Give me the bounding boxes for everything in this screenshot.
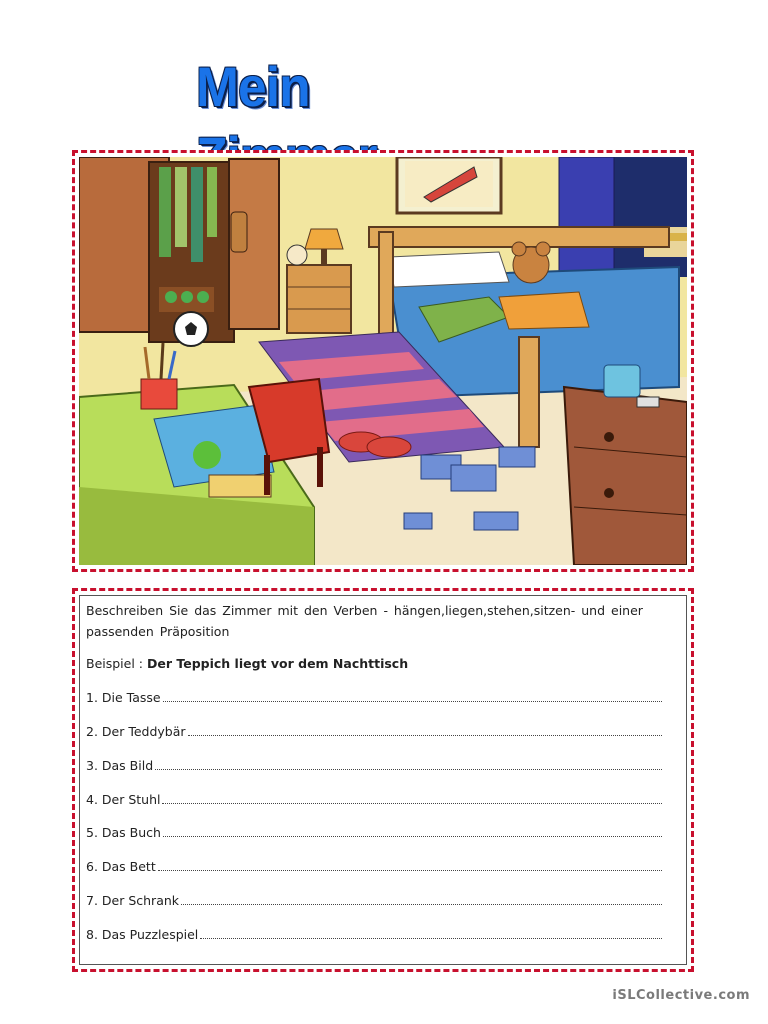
footer-watermark: iSLCollective.com bbox=[612, 988, 750, 1003]
instructions-text: Beschreiben Sie das Zimmer mit den Verben - hängen,liegen,stehen,sitzen- und einer passenden Präposition bbox=[86, 603, 643, 639]
answer-line[interactable] bbox=[188, 725, 662, 736]
exercise-frame bbox=[72, 588, 694, 972]
answer-line[interactable] bbox=[163, 826, 662, 837]
nightstand bbox=[287, 229, 351, 333]
example-line bbox=[86, 656, 408, 671]
example-sentence: Der Teppich liegt vor dem Nachttisch bbox=[147, 656, 409, 671]
wardrobe bbox=[79, 157, 279, 342]
exercise-item-1[interactable]: 1. Die Tasse bbox=[86, 690, 662, 705]
answer-line[interactable] bbox=[200, 928, 662, 939]
answer-line[interactable] bbox=[162, 793, 662, 804]
exercise-item-4[interactable]: 4. Der Stuhl bbox=[86, 792, 662, 807]
illustration-frame bbox=[72, 150, 694, 572]
worksheet-title: Mein bbox=[196, 55, 310, 118]
example-label: Beispiel : bbox=[86, 656, 144, 671]
exercise-item-2[interactable]: 2. Der Teddybär bbox=[86, 724, 662, 739]
bedroom-illustration bbox=[79, 157, 687, 565]
wall-picture bbox=[397, 157, 501, 213]
exercise-item-8[interactable]: 8. Das Puzzlespiel bbox=[86, 927, 662, 942]
exercise-item-7[interactable]: 7. Der Schrank bbox=[86, 893, 662, 908]
answer-line[interactable] bbox=[181, 894, 662, 905]
exercise-item-5[interactable]: 5. Das Buch bbox=[86, 825, 662, 840]
exercise-item-6[interactable]: 6. Das Bett bbox=[86, 859, 662, 874]
answer-line[interactable] bbox=[163, 691, 662, 702]
exercise-item-3[interactable]: 3. Das Bild bbox=[86, 758, 662, 773]
answer-line[interactable] bbox=[158, 860, 662, 871]
answer-line[interactable] bbox=[155, 759, 662, 770]
